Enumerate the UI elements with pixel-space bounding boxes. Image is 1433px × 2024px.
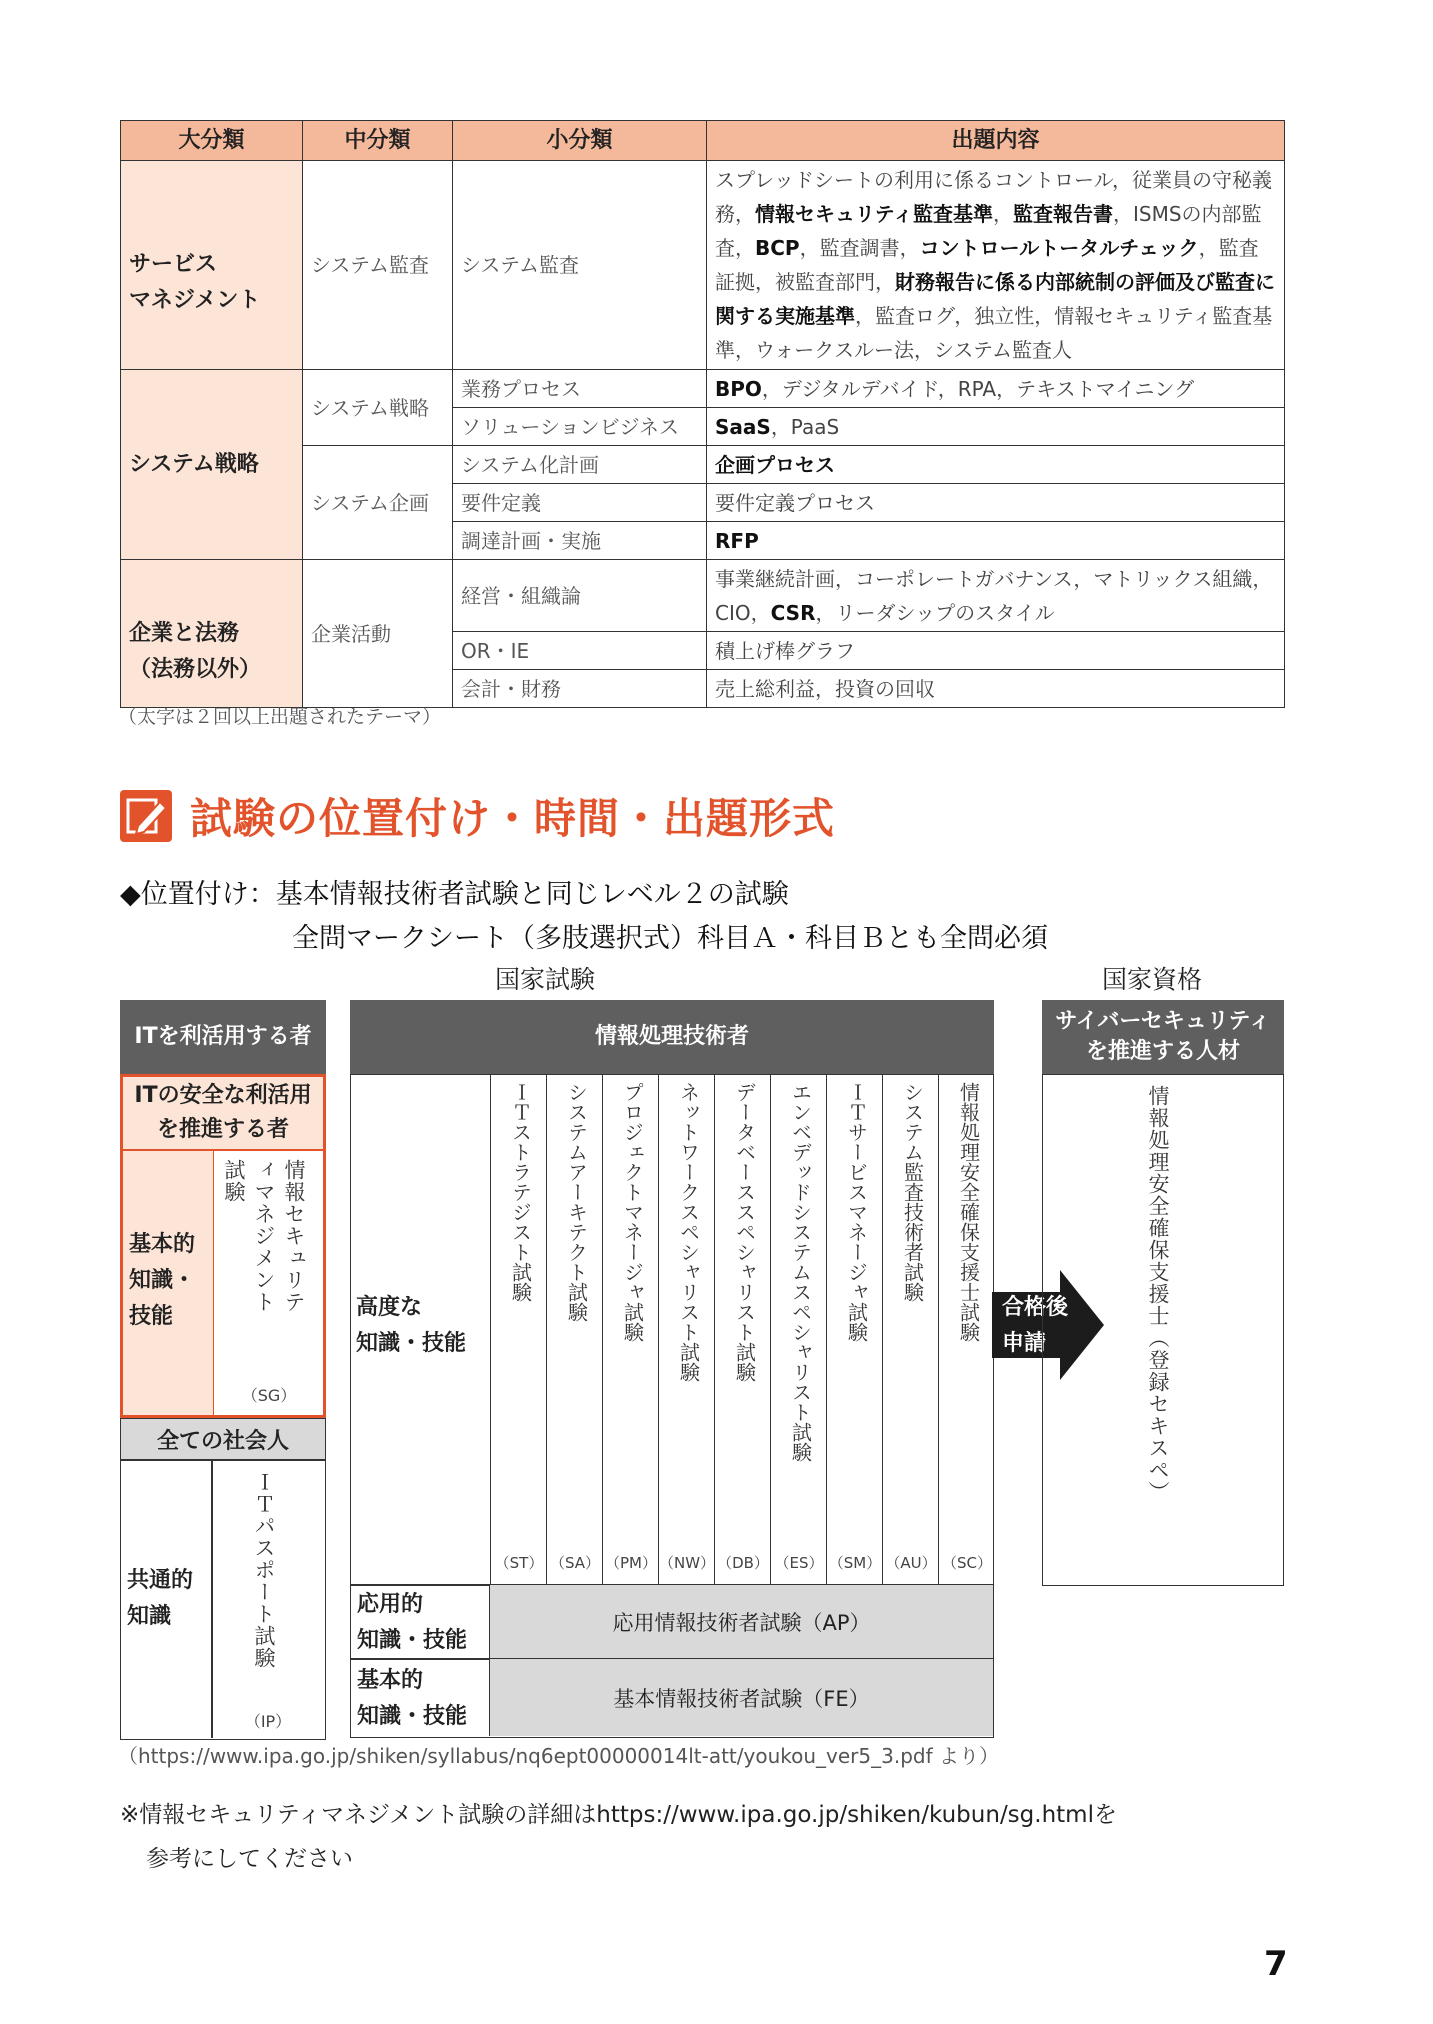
- exam-column: [938, 1074, 994, 1586]
- major-service-label: サービス マネジメント: [129, 252, 261, 313]
- exam-abbr: （SM）: [828, 1554, 882, 1572]
- applied-exam-text: 応用情報技術者試験（AP）: [612, 1610, 871, 1635]
- sg-block: [120, 1074, 326, 1418]
- content-cell: [707, 560, 1285, 632]
- header-minor: 小分類: [453, 121, 707, 161]
- divider: [211, 1461, 213, 1738]
- major-corporate: [121, 560, 303, 708]
- content-cell: 売上総利益，投資の回収: [707, 670, 1285, 708]
- exam-name: ネットワークスペシャリスト試験: [676, 1082, 701, 1382]
- it-user-label: ITを利活用する者: [134, 1024, 312, 1049]
- exam-name: ＩＴストラテジスト試験: [508, 1082, 533, 1302]
- major-service: [121, 161, 303, 370]
- engineer-label: 情報処理技術者: [594, 1024, 749, 1049]
- position-line-2: 全問マークシート（多肢選択式）科目Ａ・科目Ｂとも全問必須: [292, 923, 1048, 954]
- exam-name: データベーススペシャリスト試験: [732, 1082, 757, 1382]
- cyber-header: [1042, 1000, 1284, 1074]
- bold-text: SaaS: [715, 414, 771, 439]
- national-qualification-label: 国家資格: [1102, 965, 1203, 994]
- exam-abbr: （SC）: [942, 1554, 992, 1572]
- content-audit: [707, 161, 1285, 370]
- pencil-icon: [120, 790, 172, 842]
- content-cell: [707, 370, 1285, 408]
- major-strategy: システム戦略: [121, 370, 303, 560]
- table-row: [121, 370, 1285, 408]
- text: ，監査証拠，被監査部門，: [715, 236, 1259, 294]
- common-label: 共通的 知識: [127, 1568, 194, 1629]
- table-row: [121, 161, 1285, 370]
- bold-text: コントロールトータルチェック: [919, 236, 1199, 260]
- exam-name: プロジェクトマネージャ試験: [620, 1082, 645, 1342]
- text: 事業継続計画，コーポレートガバナンス，マトリックス組織，CIO，: [715, 566, 1273, 625]
- exam-column: [770, 1074, 826, 1586]
- cyber-label: サイバーセキュリティ を推進する人材: [1055, 1009, 1271, 1064]
- exam-column: [546, 1074, 602, 1586]
- bold-text: BPO: [715, 376, 762, 401]
- syllabus-table: [120, 120, 1285, 708]
- header-major: 大分類: [121, 121, 303, 161]
- exam-name: システムアーキテクト試験: [564, 1082, 589, 1322]
- table-caption: （太字は２回以上出題されたテーマ）: [118, 706, 442, 728]
- exam-column: [602, 1074, 658, 1586]
- content-cell: [707, 446, 1285, 484]
- bold-text: 監査報告書: [1013, 202, 1113, 226]
- text: ，PaaS: [770, 414, 840, 439]
- middle-strategy: システム戦略: [303, 370, 453, 446]
- exam-name: システム監査技術者試験: [900, 1082, 925, 1302]
- text: ，デジタルデバイド，RPA，テキストマイニング: [761, 376, 1195, 401]
- exam-column: [882, 1074, 938, 1586]
- middle-planning: システム企画: [303, 446, 453, 560]
- sg-exam-cell: [213, 1151, 323, 1415]
- exam-column: [714, 1074, 770, 1586]
- source-url: （https://www.ipa.go.jp/shiken/syllabus/nq6ept00000014lt-att/youkou_ver5_3.pdf より）: [118, 1744, 999, 1768]
- exam-name: ＩＴサービスマネージャ試験: [844, 1082, 869, 1342]
- bold-text: 企画プロセス: [715, 452, 835, 477]
- national-exam-label: 国家試験: [495, 965, 596, 994]
- advanced-exam-columns: [490, 1074, 994, 1586]
- minor-audit: システム監査: [453, 161, 707, 370]
- exam-abbr: （NW）: [659, 1554, 716, 1572]
- exam-column: [826, 1074, 882, 1586]
- footnote-line-1: ※情報セキュリティマネジメント試験の詳細はhttps://www.ipa.go.jp/shiken/kubun/sg.htmlを: [120, 1802, 1117, 1828]
- engineer-header: [350, 1000, 994, 1074]
- exam-name: エンベデッドシステムスペシャリスト試験: [788, 1082, 813, 1462]
- middle-corporate: 企業活動: [303, 560, 453, 708]
- registered-block: [1042, 1074, 1284, 1586]
- exam-column: [658, 1074, 714, 1586]
- text: スプレッドシートの利用に係るコントロール，従業員の守秘義務，: [715, 168, 1272, 226]
- bold-text: BCP: [755, 236, 800, 260]
- it-user-header: [120, 1000, 326, 1074]
- text: ，ISMSの内部監査，: [715, 202, 1262, 260]
- fundamental-label: 基本的 知識・技能: [357, 1668, 468, 1729]
- minor-cell: システム化計画: [453, 446, 707, 484]
- text: ，リーダシップのスタイル: [815, 600, 1055, 625]
- header-content: 出題内容: [707, 121, 1285, 161]
- major-corporate-label: 企業と法務 （法務以外）: [129, 620, 262, 682]
- arrow-label: 合格後 申請: [1002, 1295, 1069, 1356]
- safe-user-label: ITの安全な利活用 を推進する者: [123, 1077, 323, 1151]
- minor-cell: OR・IE: [453, 632, 707, 670]
- exam-abbr: （AU）: [885, 1554, 937, 1572]
- header-middle: 中分類: [303, 121, 453, 161]
- content-cell: 積上げ棒グラフ: [707, 632, 1285, 670]
- page-number: 7: [1264, 1944, 1288, 1984]
- ip-block: [120, 1460, 326, 1740]
- text: ，: [993, 202, 1013, 226]
- exam-abbr: （ES）: [774, 1554, 824, 1572]
- bold-text: RFP: [715, 528, 759, 553]
- minor-cell: ソリューションビジネス: [453, 408, 707, 446]
- bold-text: CSR: [770, 600, 816, 625]
- fundamental-exam-text: 基本情報技術者試験（FE）: [613, 1686, 870, 1711]
- text: ，監査調書，: [799, 236, 920, 260]
- minor-cell: 会計・財務: [453, 670, 707, 708]
- minor-cell: 業務プロセス: [453, 370, 707, 408]
- fundamental-exam: [489, 1659, 993, 1736]
- position-line-1: ◆位置付け：基本情報技術者試験と同じレベル２の試験: [120, 879, 789, 910]
- advanced-label: 高度な 知識・技能: [356, 1295, 467, 1356]
- applied-exam: [489, 1585, 993, 1658]
- table-header-row: [121, 121, 1285, 161]
- minor-cell: 要件定義: [453, 484, 707, 522]
- exam-abbr: （DB）: [717, 1554, 769, 1572]
- all-members-text: 全ての社会人: [156, 1428, 289, 1454]
- applied-row: [350, 1584, 994, 1660]
- sg-exam-name: 情報セキュリティマネジメント試験: [222, 1159, 306, 1313]
- minor-cell: 調達計画・実施: [453, 522, 707, 560]
- table-row: [121, 560, 1285, 632]
- content-cell: [707, 522, 1285, 560]
- middle-audit: システム監査: [303, 161, 453, 370]
- ip-abbr: （IP）: [244, 1712, 292, 1731]
- minor-cell: 経営・組織論: [453, 560, 707, 632]
- fundamental-row: [350, 1658, 994, 1738]
- all-members-label: [120, 1418, 326, 1460]
- exam-abbr: （PM）: [605, 1554, 657, 1572]
- content-cell: 要件定義プロセス: [707, 484, 1285, 522]
- registered-name: 情報処理安全確保支援士（登録セキスペ）: [1146, 1085, 1170, 1503]
- bold-text: 財務報告に係る内部統制の評価及び監査に関する実施基準: [715, 270, 1275, 328]
- bold-text: 情報セキュリティ監査基準: [755, 202, 993, 226]
- exam-name: 情報処理安全確保支援士試験: [956, 1082, 981, 1342]
- section-title: 試験の位置付け・時間・出題形式: [190, 794, 836, 843]
- exam-abbr: （SA）: [549, 1554, 601, 1572]
- text: ，監査ログ，独立性，情報セキュリティ監査基準，ウォークスルー法，システム監査人: [715, 304, 1273, 362]
- content-cell: [707, 408, 1285, 446]
- applied-label: 応用的 知識・技能: [357, 1592, 468, 1653]
- sg-abbr: （SG）: [241, 1386, 297, 1405]
- sg-level-label: 基本的 知識・ 技能: [129, 1232, 196, 1329]
- exam-column: [490, 1074, 546, 1586]
- ip-exam-name: ＩＴパスポート試験: [252, 1471, 276, 1669]
- exam-abbr: （ST）: [494, 1554, 544, 1572]
- footnote-line-2: 参考にしてください: [146, 1846, 353, 1872]
